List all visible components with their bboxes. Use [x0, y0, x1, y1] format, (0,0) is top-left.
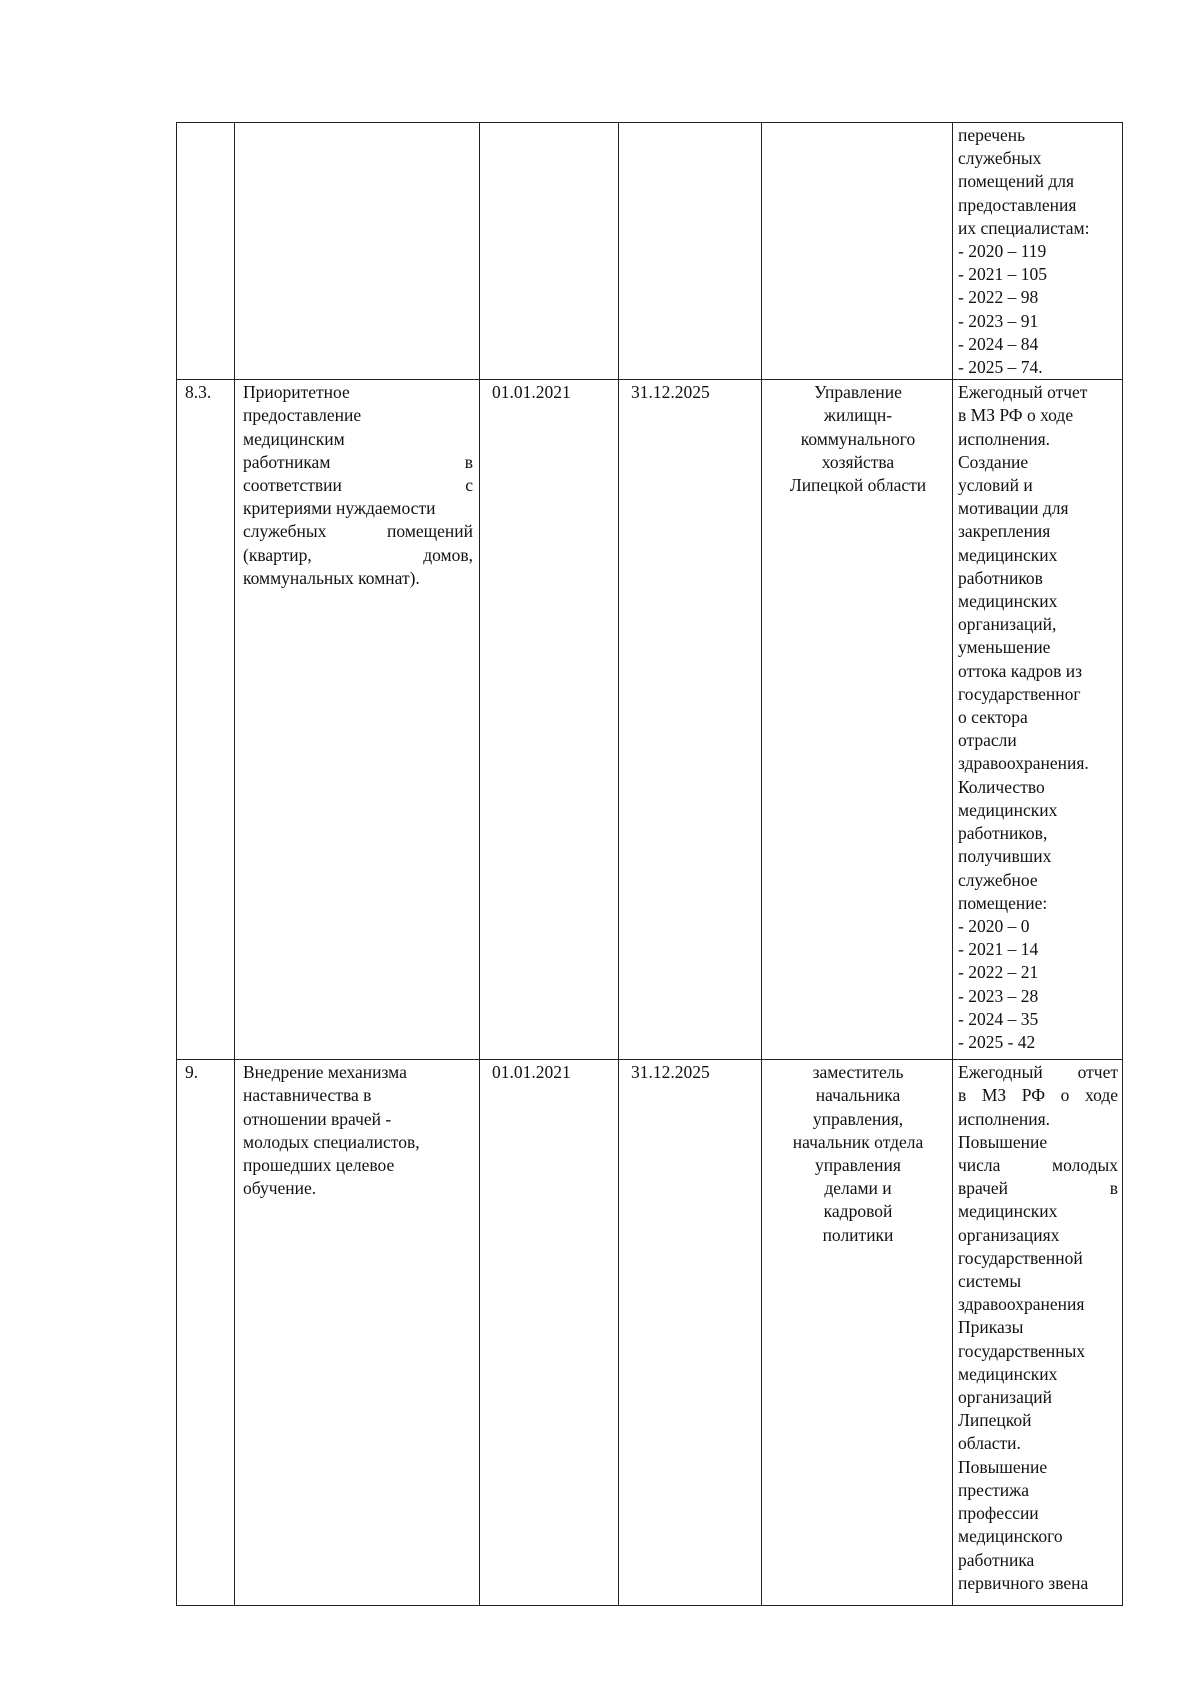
result-line: системы: [958, 1271, 1022, 1292]
word: врачей: [958, 1178, 1009, 1199]
responsible-line: делами и: [824, 1178, 892, 1199]
row-number-cell: [177, 123, 235, 380]
result-line: - 2025 – 74.: [958, 357, 1043, 378]
result-line: работников,: [958, 823, 1048, 844]
word: молодых: [1052, 1155, 1118, 1176]
result-line: здравоохранения.: [958, 753, 1089, 774]
responsible-line: управления: [815, 1155, 901, 1176]
responsible-line: управления,: [812, 1108, 904, 1129]
responsible-line: хозяйства: [821, 451, 895, 472]
result-line: организаций: [958, 1387, 1052, 1408]
result-line: служебное: [958, 869, 1038, 890]
responsible-line: Липецкой области: [789, 475, 927, 496]
result-line: медицинских: [958, 1363, 1058, 1384]
responsible-line: Управление: [814, 382, 902, 403]
result-line: медицинских: [958, 1201, 1058, 1222]
result-line: о сектора: [958, 707, 1028, 728]
result-line: [958, 1084, 1118, 1107]
result-line: первичного звена: [958, 1572, 1089, 1593]
word: в: [958, 1085, 967, 1106]
result-line: исполнения.: [958, 428, 1051, 449]
plan-table: [176, 122, 1123, 1606]
result-line: Создание: [958, 451, 1029, 472]
start-date: 01.01.2021: [492, 1062, 571, 1083]
result-line: - 2024 – 35: [958, 1008, 1039, 1029]
table-row: [177, 1060, 1123, 1606]
start-date-cell: [480, 380, 619, 1060]
result-line: работника: [958, 1549, 1035, 1570]
word: служебных: [243, 521, 327, 542]
result-line: здравоохранения: [958, 1294, 1085, 1315]
responsible-line: коммунального: [800, 428, 916, 449]
row-number-cell: [177, 380, 235, 1060]
word: соответствии: [243, 475, 342, 496]
result-line: работников: [958, 567, 1043, 588]
result-line: - 2024 – 84: [958, 333, 1039, 354]
result-cell: [953, 380, 1123, 1060]
row-number-cell: [177, 1060, 235, 1606]
word: домов,: [423, 544, 473, 565]
result-line: престижа: [958, 1479, 1029, 1500]
result-line: медицинского: [958, 1526, 1063, 1547]
result-line: медицинских: [958, 591, 1058, 612]
result-line: организаций,: [958, 614, 1057, 635]
responsible-cell: [762, 123, 953, 380]
result-line: - 2021 – 14: [958, 939, 1039, 960]
word: отчет: [1077, 1062, 1118, 1083]
responsible-cell: [762, 380, 953, 1060]
word: Ежегодный: [958, 1062, 1043, 1083]
word: с: [465, 475, 473, 496]
word: в: [464, 451, 473, 472]
result-line: помещение:: [958, 892, 1048, 913]
responsible-cell: [762, 1060, 953, 1606]
end-date-cell: [619, 380, 762, 1060]
result-line: исполнения.: [958, 1108, 1051, 1129]
result-line: - 2025 - 42: [958, 1031, 1036, 1052]
result-line: Повышение: [958, 1456, 1048, 1477]
activity-line: медицинским: [243, 428, 345, 449]
word: (квартир,: [243, 544, 312, 565]
activity-line: отношении врачей -: [243, 1108, 392, 1129]
activity-line: Приоритетное: [243, 382, 350, 403]
word: работникам: [243, 451, 331, 472]
result-line: служебных: [958, 148, 1042, 169]
activity-cell: [235, 123, 480, 380]
result-line: получивших: [958, 846, 1052, 867]
activity-cell: [235, 380, 480, 1060]
activity-line: наставничества в: [243, 1085, 372, 1106]
word: МЗ: [981, 1085, 1007, 1106]
result-line: медицинских: [958, 544, 1058, 565]
result-line: [958, 1061, 1118, 1084]
result-cell: [953, 1060, 1123, 1606]
responsible-line: начальник отдела: [792, 1131, 924, 1152]
word: помещений: [387, 521, 473, 542]
end-date-cell: [619, 123, 762, 380]
result-line: оттока кадров из: [958, 660, 1083, 681]
result-line: Повышение: [958, 1131, 1048, 1152]
word: в: [1109, 1178, 1118, 1199]
result-cell: [953, 123, 1123, 380]
activity-line: Внедрение механизма: [243, 1062, 407, 1083]
start-date-cell: [480, 123, 619, 380]
result-line: - 2022 – 21: [958, 962, 1039, 983]
result-line: [958, 1154, 1118, 1177]
result-line: Ежегодный отчет: [958, 382, 1088, 403]
result-line: их специалистам:: [958, 217, 1090, 238]
result-line: мотивации для: [958, 498, 1069, 519]
result-line: - 2023 – 91: [958, 310, 1039, 331]
result-line: - 2020 – 119: [958, 241, 1047, 262]
end-date: 31.12.2025: [631, 382, 710, 403]
activity-line: молодых специалистов,: [243, 1131, 420, 1152]
responsible-line: жилищн-: [823, 405, 893, 426]
end-date-cell: [619, 1060, 762, 1606]
activity-line: [243, 474, 473, 497]
result-line: медицинских: [958, 799, 1058, 820]
result-line: - 2022 – 98: [958, 287, 1039, 308]
activity-line: обучение.: [243, 1178, 317, 1199]
activity-cell: [235, 1060, 480, 1606]
row-number: 8.3.: [185, 382, 212, 403]
result-line: - 2021 – 105: [958, 264, 1047, 285]
result-line: государственной: [958, 1247, 1083, 1268]
result-line: [958, 1177, 1118, 1200]
activity-line: прошедших целевое: [243, 1155, 395, 1176]
result-line: условий и: [958, 475, 1033, 496]
row-number: 9.: [185, 1062, 199, 1083]
activity-line: [243, 520, 473, 543]
result-line: области.: [958, 1433, 1021, 1454]
result-line: уменьшение: [958, 637, 1051, 658]
result-line: в МЗ РФ о ходе: [958, 405, 1074, 426]
word: РФ: [1021, 1085, 1046, 1106]
start-date: 01.01.2021: [492, 382, 571, 403]
activity-line: коммунальных комнат).: [243, 567, 420, 588]
word: ходе: [1084, 1085, 1118, 1106]
responsible-line: политики: [822, 1224, 894, 1245]
table-row: [177, 380, 1123, 1060]
result-line: Количество: [958, 776, 1045, 797]
result-line: перечень: [958, 125, 1026, 145]
table-row: [177, 123, 1123, 380]
result-line: Приказы: [958, 1317, 1024, 1338]
responsible-line: начальника: [815, 1085, 901, 1106]
result-line: - 2020 – 0: [958, 915, 1030, 936]
word: о: [1060, 1085, 1070, 1106]
result-line: - 2023 – 28: [958, 985, 1039, 1006]
activity-line: предоставление: [243, 405, 362, 426]
result-line: предоставления: [958, 194, 1077, 215]
result-line: профессии: [958, 1503, 1039, 1524]
result-line: Липецкой: [958, 1410, 1032, 1431]
result-line: организациях: [958, 1224, 1060, 1245]
activity-line: [243, 451, 473, 474]
result-line: закрепления: [958, 521, 1051, 542]
end-date: 31.12.2025: [631, 1062, 710, 1083]
responsible-line: заместитель: [812, 1062, 904, 1083]
result-line: государственног: [958, 683, 1081, 704]
activity-line: [243, 544, 473, 567]
result-line: помещений для: [958, 171, 1075, 192]
start-date-cell: [480, 1060, 619, 1606]
responsible-line: кадровой: [823, 1201, 893, 1222]
word: числа: [958, 1155, 1001, 1176]
activity-line: критериями нуждаемости: [243, 498, 436, 519]
result-line: отрасли: [958, 730, 1017, 751]
result-line: государственных: [958, 1340, 1086, 1361]
